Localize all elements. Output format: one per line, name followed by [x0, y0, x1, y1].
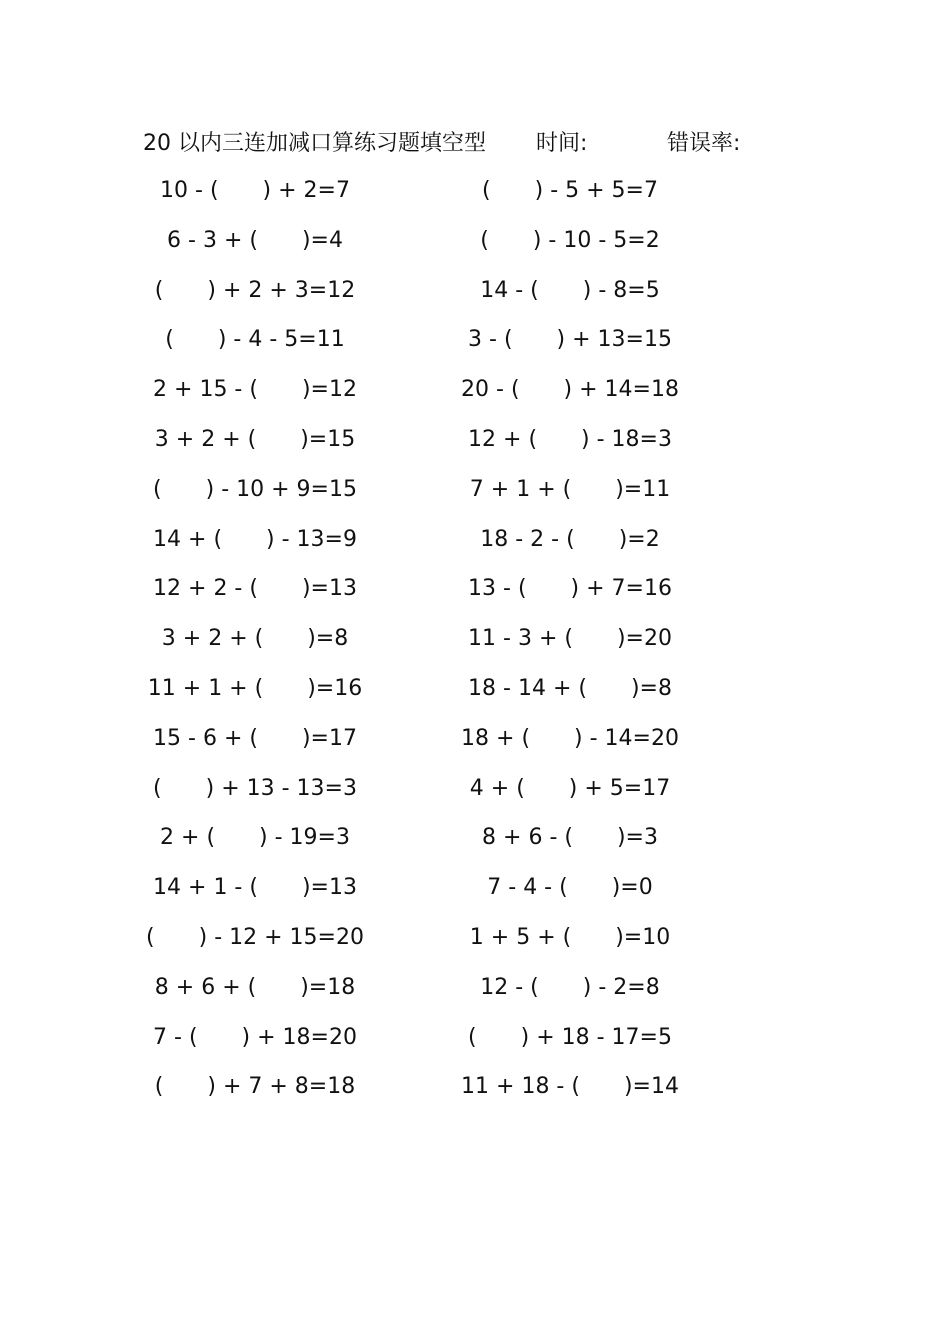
- problem-row: [0, 913, 950, 963]
- problem-row: [0, 813, 950, 863]
- problem-row: [0, 415, 950, 465]
- problem-left: ( ) + 13 - 13=3: [153, 775, 357, 801]
- problem-row: [0, 166, 950, 216]
- problem-right: 13 - ( ) + 7=16: [468, 576, 672, 602]
- problem-left: 2 + ( ) - 19=3: [160, 825, 350, 851]
- problem-row: [0, 266, 950, 316]
- problem-left: 12 + 2 - ( )=13: [153, 576, 357, 602]
- problem-left: ( ) + 7 + 8=18: [154, 1074, 356, 1100]
- problem-right: ( ) - 10 - 5=2: [480, 227, 660, 253]
- problem-left: 10 - ( ) + 2=7: [160, 178, 350, 203]
- problem-right: 18 - 14 + ( )=8: [468, 675, 672, 701]
- problem-right: 3 - ( ) + 13=15: [468, 327, 672, 353]
- problem-row: [0, 863, 950, 913]
- problem-left: 7 - ( ) + 18=20: [153, 1024, 357, 1050]
- error-rate-label: 错误率:: [667, 131, 741, 156]
- problem-left: ( ) + 2 + 3=12: [154, 277, 356, 303]
- problem-left: 14 + 1 - ( )=13: [153, 875, 357, 901]
- problem-right: 4 + ( ) + 5=17: [469, 775, 671, 801]
- problem-row: [0, 714, 950, 764]
- problem-right: 8 + 6 - ( )=3: [482, 825, 658, 851]
- problem-right: ( ) - 5 + 5=7: [482, 178, 658, 203]
- problem-right: ( ) + 18 - 17=5: [468, 1024, 672, 1050]
- problem-left: 3 + 2 + ( )=8: [161, 626, 349, 652]
- problem-left: 6 - 3 + ( )=4: [167, 227, 343, 253]
- problem-row: [0, 1013, 950, 1063]
- problem-right: 1 + 5 + ( )=10: [469, 924, 671, 950]
- problem-row: [0, 963, 950, 1013]
- problem-row: [0, 515, 950, 565]
- problem-right: 18 + ( ) - 14=20: [461, 725, 679, 751]
- problem-left: 3 + 2 + ( )=15: [154, 426, 356, 452]
- problem-right: 7 - 4 - ( )=0: [487, 875, 653, 901]
- problem-right: 11 + 18 - ( )=14: [461, 1074, 679, 1100]
- problem-right: 12 - ( ) - 2=8: [480, 974, 660, 1000]
- problem-left: 8 + 6 + ( )=18: [154, 974, 356, 1000]
- problem-row: [0, 216, 950, 266]
- problem-row: [0, 764, 950, 814]
- problem-list: [0, 166, 950, 1112]
- problem-right: 20 - ( ) + 14=18: [461, 377, 679, 403]
- problem-row: [0, 1062, 950, 1112]
- problem-row: [0, 614, 950, 664]
- problem-row: [0, 664, 950, 714]
- problem-right: 18 - 2 - ( )=2: [480, 526, 660, 552]
- problem-row: [0, 315, 950, 365]
- problem-left: 15 - 6 + ( )=17: [153, 725, 357, 751]
- time-label: 时间:: [536, 131, 588, 156]
- problem-left: ( ) - 10 + 9=15: [153, 476, 357, 502]
- problem-left: 2 + 15 - ( )=12: [153, 377, 357, 403]
- worksheet-title: 20 以内三连加减口算练习题填空型: [143, 131, 486, 156]
- problem-row: [0, 465, 950, 515]
- problem-right: 12 + ( ) - 18=3: [468, 426, 672, 452]
- problem-row: [0, 564, 950, 614]
- problem-row: [0, 365, 950, 415]
- problem-left: ( ) - 12 + 15=20: [146, 924, 364, 950]
- problem-right: 11 - 3 + ( )=20: [468, 626, 672, 652]
- worksheet-header: [0, 124, 950, 164]
- problem-right: 14 - ( ) - 8=5: [480, 277, 660, 303]
- problem-left: 11 + 1 + ( )=16: [147, 675, 363, 701]
- problem-right: 7 + 1 + ( )=11: [469, 476, 671, 502]
- problem-left: ( ) - 4 - 5=11: [165, 327, 345, 353]
- problem-left: 14 + ( ) - 13=9: [153, 526, 357, 552]
